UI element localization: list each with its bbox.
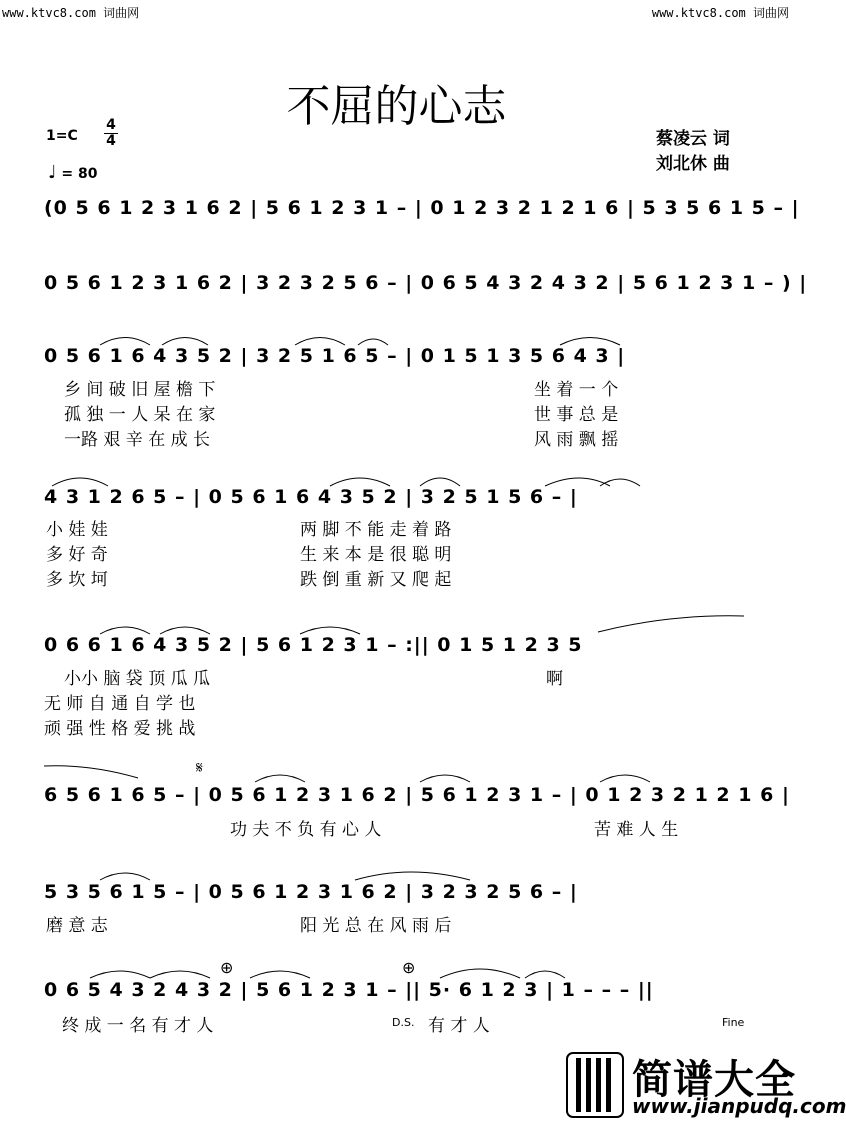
lyricist-credit: 蔡凌云 词 xyxy=(656,129,730,149)
segno-icon: 𝄋 xyxy=(196,758,203,777)
key-signature: 1=C xyxy=(46,128,78,144)
music-row-4: 4 3 1 2 6 5 – | 0 5 6 1 6 4 3 5 2 | 3 2 5 1 5 6 – | xyxy=(44,486,578,508)
lyric-line: 顽 强 性 格 爱 挑 战 xyxy=(44,719,196,739)
music-row-5: 0 6 6 1 6 4 3 5 2 | 5 6 1 2 3 1 – :|| 0 1 5 1 2 3 5 xyxy=(44,634,583,656)
ds-marking: D.S. xyxy=(392,1016,415,1029)
logo-name: 简谱大全 xyxy=(632,1057,796,1103)
site-header-right: www.ktvc8.com 词曲网 xyxy=(651,6,789,20)
lyric-line: 无 师 自 通 自 学 也 xyxy=(44,694,196,714)
song-title: 不屈的心志 xyxy=(286,81,507,132)
composer-credit: 刘北休 曲 xyxy=(656,154,730,174)
time-signature-top: 4 xyxy=(106,117,116,133)
music-row-7: 5 3 5 6 1 5 – | 0 5 6 1 2 3 1 6 2 | 3 2 3 2 5 6 – | xyxy=(44,881,578,903)
piano-keys-icon xyxy=(566,1052,624,1118)
music-row-8: 0 6 5 4 3 2 4 3 2 | 5 6 1 2 3 1 – || 5· 6 1 2 3 | 1 – – – || xyxy=(44,979,654,1001)
logo-url: www.jianpudq.com xyxy=(632,1094,846,1118)
coda-icon: ⊕ xyxy=(220,958,234,977)
coda-icon: ⊕ xyxy=(402,958,416,977)
tempo-value: = 80 xyxy=(61,166,98,182)
music-row-3: 0 5 6 1 6 4 3 5 2 | 3 2 5 1 6 5 – | 0 1 5 1 3 5 6 4 3 | xyxy=(44,345,626,367)
quarter-note-icon: ♩ xyxy=(48,162,57,183)
music-row-1: (0 5 6 1 2 3 1 6 2 | 5 6 1 2 3 1 – | 0 1 2 3 2 1 2 1 6 | 5 3 5 6 1 5 – | xyxy=(44,197,800,219)
music-row-2: 0 5 6 1 2 3 1 6 2 | 3 2 3 2 5 6 – | 0 6 5 4 3 2 4 3 2 | 5 6 1 2 3 1 – ) | xyxy=(44,272,808,294)
time-signature-bottom: 4 xyxy=(106,133,116,149)
fine-marking: Fine xyxy=(722,1016,745,1029)
music-row-6: 6 5 6 1 6 5 – | 0 5 6 1 2 3 1 6 2 | 5 6 1 2 3 1 – | 0 1 2 3 2 1 2 1 6 | xyxy=(44,784,790,806)
jianpu-logo xyxy=(566,1052,846,1118)
site-header-left: www.ktvc8.com 词曲网 xyxy=(2,6,140,20)
